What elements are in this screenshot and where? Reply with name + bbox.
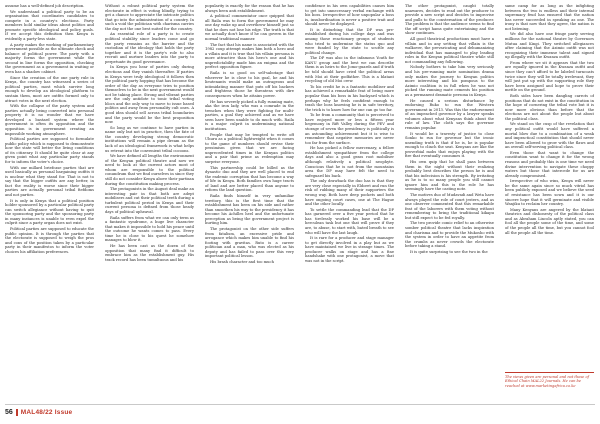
paragraph: Irrespective of who wins, Kenya will never be the same again since so much vitriol has been publicly exposed and we believe the seed of resistance has been sown and it is our sincere hope that it will germinate and visible Wanjiku to reclaim her country.	[505, 179, 594, 207]
paragraph: The only drawback the duo has is that they are very close especially in Eldoret and run the risk of rubbing many of their supporters the wrong way. Both have deep pockets and both have ongoing court cases, one at The Hague and the other locally.	[305, 179, 394, 207]
paragraph: Since the creation of the one party rule in Kenya, the country has witnessed a series of political parties, most which survive long enough to develop an ideological platform to sustain them, most are outfits formed only to attract votes in the next election.	[5, 75, 94, 103]
paragraph: Many Kenyans are angered by the blatant theatrics and dishonesty of the political class and as Abraham Lincoln aptly stated, you can fool all the people some of the time, and some of the people all the time, but you cannot fool all the people all the time.	[505, 207, 594, 235]
paragraph: The motives duo of Mudavadi and Weta have always played the role of court jesters, and as one observer commented that this remarkable feat of the laborers with them voting without remembering to bring the traditional kikapu but still expect to be fed royally.	[405, 193, 494, 220]
paragraph: Political parties are supposed to educate the public opinion. It is through the parties that the electorate is supposed to weigh the pros and cons of the position taken by a particular party in their manifestos to inform the voter choices his affiliation preferences.	[5, 227, 94, 254]
paragraph: It is rare for a producer and stage manager to get directly involved in a play but as we have maintained we live in strange times. The producer walks on stage and has a fine handshake with one protagonist, a move that was not in the script.	[305, 236, 394, 264]
paragraph: The protagonists in the August deal make an interesting pair in that both are adept mobilisers and cut their political teeth during a turbulent political period in Kenya and their current persona is defined from those heady days of political upheaval.	[105, 187, 194, 214]
paragraph: Without a robust political party system the electorate in effect is voting blindly, trying to get a chance to appreciate the intricate politics that go into the administration of a country. In such a void the politician with charisma carries the day not the one best suited for the country.	[105, 4, 194, 31]
paragraph: People that may be tempted to write off Uhuru as a political lightweight when it comes to the game of numbers should revise their pessimism given that we are facing unprecedented times in the Kenyan politics and a pair that prime as redemption may surprise everyone.	[205, 132, 294, 164]
article-column-2	[105, 4, 194, 402]
paragraph: A political commentator once quipped that all Raila was to form the government he may one day wake up and overthrow himself just so that he does not lose his edge. The truth is that we actually don't know if he can govern in the normal traditional manner.	[205, 14, 294, 42]
paragraph: He has picked a fellow mercenary, a fellow establishment sympathiser from the college days and also a good grass root mobiliser although relatively a political neophyte. Conscious that he is not from the mountains area the DP may have felt the need to safeguard his back.	[305, 146, 394, 178]
paragraph: We understand a political party to be an organisation that coordinates candidates to compete in a country's elections. Party members hold similar ideas about politics and promote specific ideological and policy goals. If we accept this definition then Kenya is evidently a party-less state.	[5, 9, 94, 42]
footer-divider	[5, 404, 595, 405]
paragraph: He has been cast as the dozen of the opposition that many find it difficult to embrace him as the establishment guy. His track record has been tumultuous and his	[105, 244, 194, 262]
issue-label: MAL48/22 Issue	[20, 408, 73, 416]
paragraph: popularity is exactly for the reason that he has always been anti establishment.	[205, 4, 294, 13]
paragraph: His brash character and too much	[210, 260, 274, 265]
article-column-1	[5, 4, 94, 402]
paragraph: With the collapse of the party system and parties actually being converted into personal property it is no wonder that we have developed a bastard system where the government is often its opposition and the opposition is in government creating an impossible working atmosphere.	[5, 104, 94, 136]
article-column-5	[405, 4, 494, 402]
paragraph: We did also have one fringe party serving millions for the national theatre by Governors Mutua and Kingi. They switched allegiances after claiming that the Azimio outfit was not recognizing their immense talent and signed up illegally with the Kwanza outfit.	[505, 32, 594, 60]
footer-separator	[16, 409, 18, 416]
paragraph: Raila suffers from what we can only term as a fantastic syndrome, a huge live character that makes it impossible to hold his peace until the outcome he wants comes to pass. Every time he is close to his quest he somehow manages to blow it.	[105, 215, 194, 243]
paragraph: assume has a well-defined job description.	[5, 4, 85, 8]
paragraph: Even those that want to change the constitution want to change it for the wrong reasons and probably this is one time we need divine intervention to navigate these choppy waters but those that intercede for us are already compromised.	[505, 150, 594, 178]
paragraph: The fact that his name is associated with the 1982 coup attempt makes him both a hero and a villain and it is true that his villain persona is more attractive than his hero's one and his unpredictability made him an enigma and the perfect opposition figure.	[205, 42, 294, 70]
paragraph: Raila is so good on self-sabotage that wherever he is close to his goal, he and his lieutenants would make an outrageous and intimidating manner that puts off his backers and frightens those he threatens with dire consequences when he attains power.	[205, 71, 294, 98]
page-number: 56	[5, 408, 13, 416]
paragraph: It is disturbing that the DP was pre-established during his college days and was among those reactionary groups of students who tried to undermine the status quo and were funded by the state to scuttle any political change.	[305, 27, 394, 55]
paragraph: To be from a community that is perceived to have enjoyed more or less a fifteen year hegemony in Rift Valley during the PEV and storage of seven the presidency is politically is an astounding achievement but it is wise to remember that negative memories are never too far from the surface.	[305, 113, 394, 145]
paragraph: The two provide comic relief to an otherwise somber political theatre that lacks inspiration and charisma and to provide the Mukosho with the system in order to have an appetite from the crumbs as never crowds the electorate before taking a stand.	[405, 221, 494, 249]
paragraph: We have defined all lengths the environment of the Kenyan political theatre and now we need to look at the current actors most of whom are responsible to the political conundrum that we find ourselves in since they still do not consider Kenya above their partisan during the constitution making process.	[105, 154, 194, 186]
paragraph: All good theatrical productions must have a villain and in any setting that villain is the walkover, the prevaricating and dehumanizing individual that has managed to play leading roles in the Kenyan political theatre while still not commanding any following.	[405, 37, 494, 64]
paragraph: Political parties are supposed to formulate public policy which is supposed to demonstrate how the state will better the living conditions of its citizenry. It should be quite clear at any given point what any particular party stands for to inform the voter's choice.	[5, 137, 94, 164]
paragraph: Nobody bothers to take him very seriously and his pre-running mate nomination drama only makes the journey to Kenyan politics more interesting and his pompous to the Azimio coalition is in full when he was not picked the running mate cements his position as a permanent dramatic persona in Kenya.	[405, 65, 494, 97]
paragraph: To his credit he is a fantastic mobiliser and has achieved a remarkable feat of being more popular than his boss in his backyard which is perhaps why he feels confident enough to trash the boss knowing he is in safe territory, the trick is to know how far one can go too far.	[305, 84, 394, 112]
article-column-6	[505, 4, 594, 366]
paragraph: The other protagonist, caught totally unawares, decides to read out the producer to provide a new script and decides to improvise and pulls to the consternation of the producer. The problem is that the audience seems to find the off script hams quite entertaining and the show continues.	[405, 4, 494, 36]
paragraph: The DP was also in the infamous Youth for KANU group and the best we can describe them is as heirs to the Jomo-guards and if truth be told should have cried the political areas with Moi at their godfather. This is a blatant recycling of old Moi crew.	[305, 56, 394, 84]
paragraph: From where we sit it appears that the two are equally ignored in the Kwanza outfit and since they can't afford to be labeled turncoats twice since they will be totally irrelevant, they will just put up with the supporting role they have been assigned and hope to prove their mettle on the ground.	[505, 60, 594, 93]
paragraph: same camp for as long as the infighting between the two is endless and their internal supremacy feud has ensured that the nation has never succeeded in speaking as one. The irony is that now that they agree, the nation is not listening.	[505, 4, 594, 31]
paragraph: It would be a travesty of justice to close Sonko to run for governor but the ironic unending truth is that if he is, he is popular enough to clinch the seat. Kenyans are like the proverbial mobs that enjoys playing with the fire that eventually consumes it.	[405, 131, 494, 159]
article-column-3	[205, 4, 294, 402]
paragraph: Raila finds himself in very unfamiliar territory, this is the first time that the establishment has been on his side and rather than smoothen his way to the presidency it has become his Achilles heel and the unfortunate perception as being the government project is hurting him.	[205, 194, 294, 226]
paragraph: A party makes the working of parliamentary government possible as the ultimate check and balance of political power. The party with a majority forms the government while the second in line forms the opposition, checking the government as a government in waiting or even has a shadow cabinet.	[5, 42, 94, 75]
paragraph: In Kenya you hear of parties only during elections and they vanish thereafter. If parties in Kenya were truly ideological it follows then the political party hopping that has become the order of the day as everyone tries to position themselves to be in the next government would not be taking place. Strong and vibrant parties are the only antidote to tonic tribal voting blocs and the only way to move to issue based politics and away from personality cult ones. A good idea should sell across tribal boundaries and the party would be the best proposition now.	[105, 65, 194, 125]
paragraph: He caused a serious disturbance by endorsing Ruko to run the Western government in 2013. Was this the endorsement of an impeached governor by a lawyer speaks volumes about what Kenyans think about the rule of law. The cloth says the governor remains popular.	[405, 98, 494, 130]
paragraph: His own quip that he shall pass between them in the night without their realizing probably best describes the person he is and that his indecision is his strength. By irritating as he is to so many people you still cannot ignore him and this is the role he has seemingly have the casting note.	[405, 159, 494, 192]
paragraph: To settle the commanding lead that the DP has garnered over a five year period that he has tirelessly worked his base will be a herculean task but one that will prove if they are, to abuse, to start with, bated breath to see who will have the last laugh.	[305, 207, 394, 235]
author-note: The views given are personal and not those of Ethical Chain MAL22 Journals. He can be reached at www.marketingafrica.co.ke	[505, 372, 594, 403]
paragraph: It is only in Kenya that a political position holder sponsored by a particular political party can switch allegiance without having to quit the sponsoring party and the sponsoring party in many instances is unable to even expel the culprit since a party organ does not exist.	[5, 198, 94, 226]
paragraph: Both sides have been dangling carrots of positions that do not exist in the constitution in the hope of cornering the tribal vote but it is now more obvious than before that the elections are not about the people but about the political class.	[505, 93, 594, 121]
paragraph: It is quite surprising to see the two in the	[410, 249, 488, 254]
paragraph: An essential role of a party is to create political stability since leaders come and go the party remains as the barrier and the custodian of the ideology that holds the party together and it is the party's role to also recruit and nurture leaders into the party to perpetuate its good governance.	[105, 32, 194, 64]
paragraph: With our millard briefcase parties that are used basically as personal bargaining outfits it is unclear what they stand for. That is not to say that the bigger outfits are any better, in fact the reality is worse since their bigger parties are actually personal tribal fiefdoms and not parties.	[5, 165, 94, 197]
article-column-4	[305, 4, 394, 402]
paragraph: He has severely picked a fully running mate, aka the iron lady, who was a comrade in the trenches when they were fighting for multi-parties, a goal they achieved and as we have seen have been unable to do much with. Raila is a major culprit in undermining national institutions.	[205, 99, 294, 131]
paragraph: So long as we continue to have parties in name only but not in practice, then the fate of the country developing strong democratic institutions will remain a pipe dream as the lack of an ideological framework is what helps us retreat into the convenient tribal cocoons.	[105, 125, 194, 153]
paragraph: The protagonist on the other side suffers from fatalism, an excessive pride and arrogance which makes him unable to find his footing with gravitas. Ruto is a career politician and a man, who was elected as his deputy and has failed to pass over this very important political lesson.	[205, 227, 294, 259]
paragraph: This partnership could be billed as the dynastic duo and they are well placed to end the endemic corruption that has become a way of life in Kenya. Both families own huge tracts of land and are better placed than anyone to reform the land question.	[205, 165, 294, 193]
paragraph: We stand on the cusp of the revelation that any political outfit would have suffered a mortal blow due to a combination of a weak and impractical constitution that should never have been allowed to grow with the flaws and an overall self-serving political class.	[505, 122, 594, 150]
paragraph: confidence in his own capabilities causes him to get into unnecessary verbal exchange with his boss. Irrespective of how unpopular a boss is, insubordination is never a positive trait and should never be displayed.	[305, 4, 394, 27]
page-footer	[5, 406, 72, 418]
